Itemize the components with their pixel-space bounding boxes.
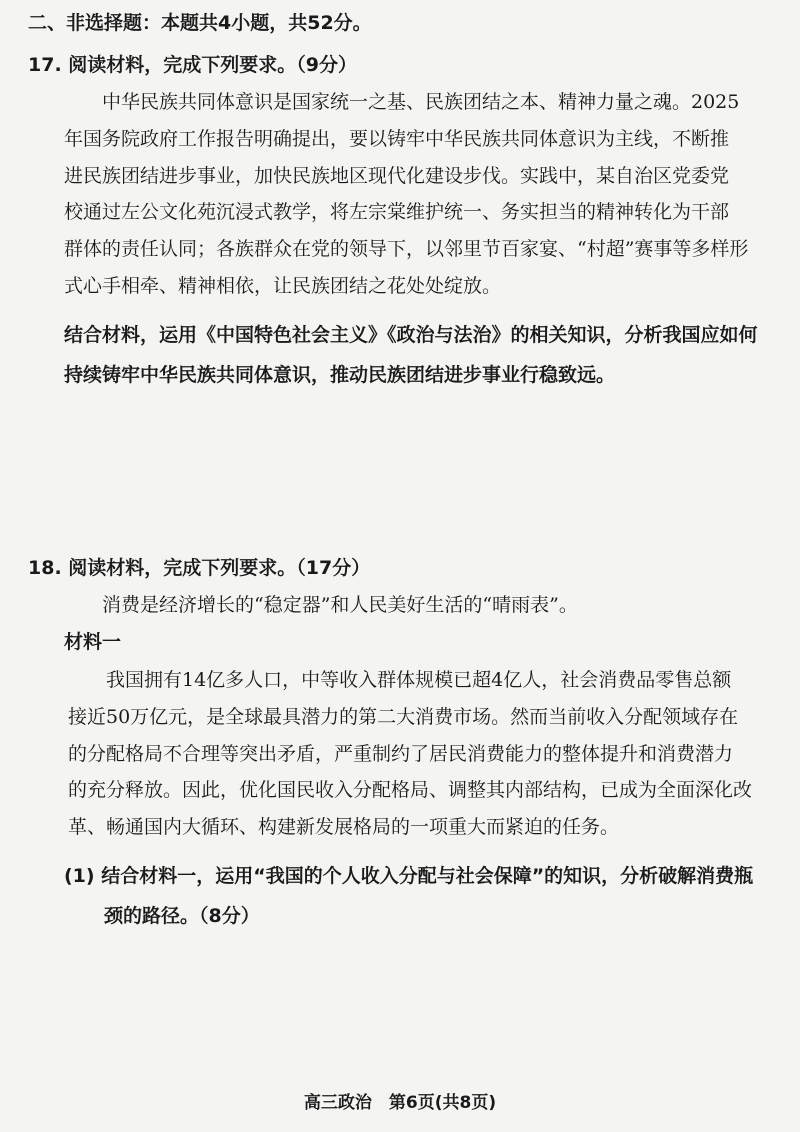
page-footer: 高三政治 第6页(共8页) xyxy=(303,1093,497,1113)
material-line: 的充分释放。因此，优化国民收入分配格局、调整其内部结构，已成为全面深化改 xyxy=(68,779,753,802)
material-line: 进民族团结进步事业，加快民族地区现代化建设步伐。实践中，某自治区党委党 xyxy=(64,164,730,187)
section-heading: 二、非选择题：本题共4小题，共52分。 xyxy=(28,12,372,34)
question-17-title: 17. 阅读材料，完成下列要求。（9分） xyxy=(28,54,357,76)
task-line: 持续铸牢中华民族共同体意识，推动民族团结进步事业行稳致远。 xyxy=(64,364,616,386)
material-line: 我国拥有14亿多人口，中等收入群体规模已超4亿人，社会消费品零售总额 xyxy=(106,669,732,691)
material-line: 中华民族共同体意识是国家统一之基、民族团结之本、精神力量之魂。2025 xyxy=(102,91,740,113)
question-18-sub1 xyxy=(64,856,753,936)
sub-question-line: 颈的路径。（8分） xyxy=(104,905,260,927)
question-17-material xyxy=(64,84,784,305)
question-17-task xyxy=(64,315,784,395)
material-line: 年国务院政府工作报告明确提出，要以铸牢中华民族共同体意识为主线，不断推 xyxy=(64,127,730,150)
question-18-title: 18. 阅读材料，完成下列要求。（17分） xyxy=(28,557,371,579)
material-line: 群体的责任认同；各族群众在党的领导下，以邻里节百家宴、“村超”赛事等多样形 xyxy=(64,238,749,261)
material-line: 的分配格局不合理等突出矛盾，严重制约了居民消费能力的整体提升和消费潜力 xyxy=(68,742,734,765)
question-18-intro: 消费是经济增长的“稳定器”和人民美好生活的“晴雨表”。 xyxy=(102,594,578,616)
material-line: 革、畅通国内大循环、构建新发展格局的一项重大而紧迫的任务。 xyxy=(68,816,620,839)
task-line: 结合材料，运用《中国特色社会主义》《政治与法治》的相关知识，分析我国应如何 xyxy=(64,324,758,346)
material-line: 接近50万亿元，是全球最具潜力的第二大消费市场。然而当前收入分配领域存在 xyxy=(68,705,739,728)
material-line: 校通过左公文化苑沉浸式教学，将左宗棠维护统一、务实担当的精神转化为干部 xyxy=(64,201,730,224)
sub-question-line: (1) 结合材料一，运用“我国的个人收入分配与社会保障”的知识，分析破解消费瓶 xyxy=(64,865,754,887)
material-one-label: 材料一 xyxy=(64,631,122,653)
material-line: 式心手相牵、精神相依，让民族团结之花处处绽放。 xyxy=(64,274,502,297)
question-18-material xyxy=(68,662,782,846)
